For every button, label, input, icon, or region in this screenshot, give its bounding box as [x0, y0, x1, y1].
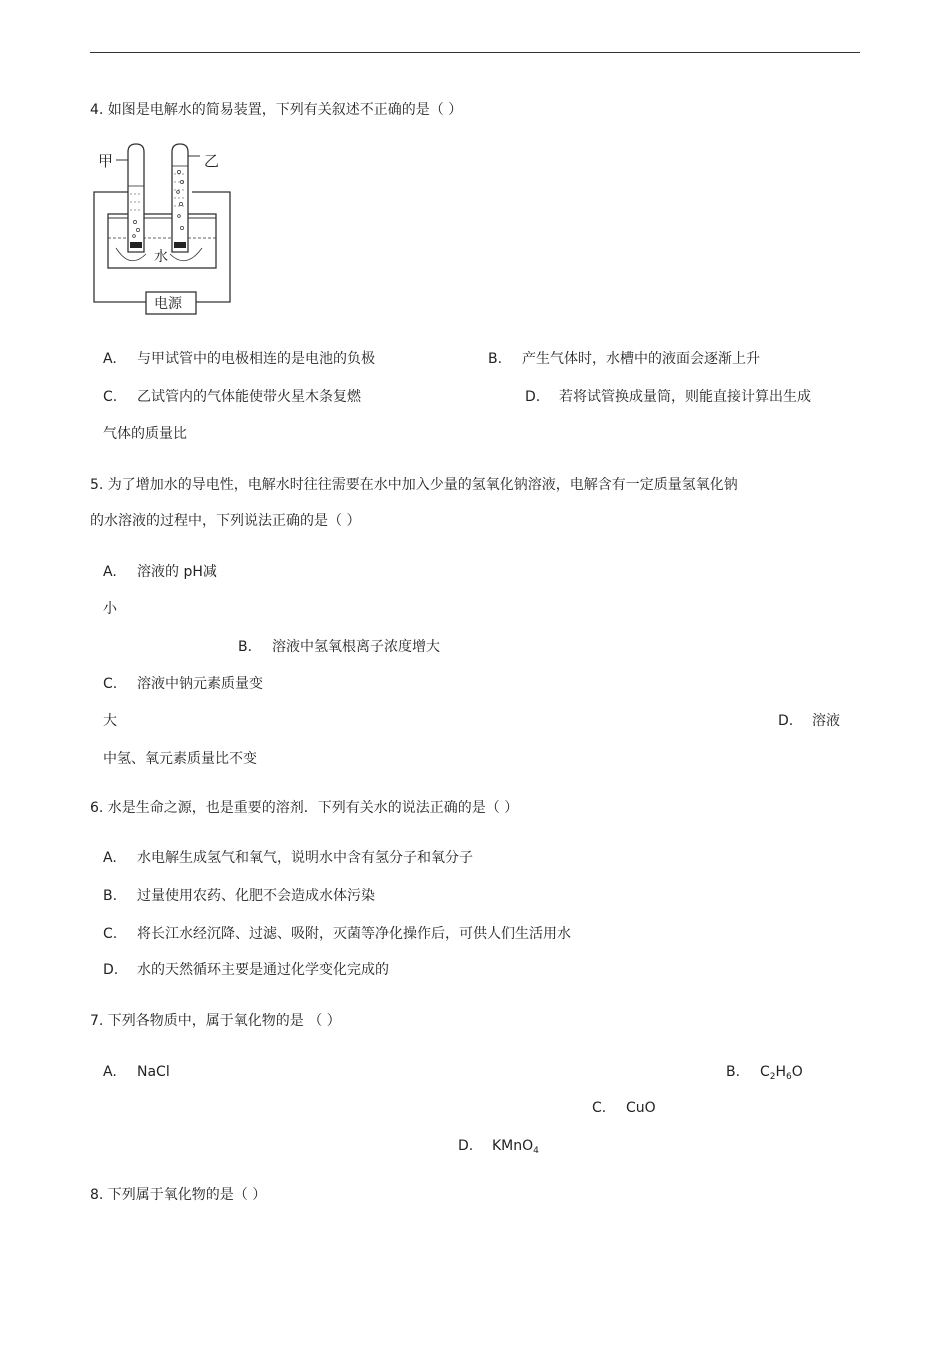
- question-6-stem: 6. 水是生命之源，也是重要的溶剂．下列有关水的说法正确的是（ ）: [90, 800, 519, 816]
- q5-option-d-continuation: 中氢、氧元素质量比不变: [103, 751, 257, 767]
- q6-option-a-label: A.: [103, 850, 117, 866]
- question-5-stem-line1: 5. 为了增加水的导电性，电解水时往往需要在水中加入少量的氢氧化钠溶液，电解含有一定质量氢氧化钠: [90, 477, 738, 493]
- q5-option-a-text: 溶液的 pH减: [137, 564, 217, 580]
- header-rule: [90, 52, 860, 53]
- q5-option-a-continuation: 小: [103, 601, 117, 617]
- q7-option-b-formula: $C_2H_6O$: [760, 1064, 803, 1082]
- q4-option-c-text: 乙试管内的气体能使带火星木条复燃: [137, 389, 361, 405]
- q6-option-d-label: D.: [103, 962, 119, 978]
- q6-option-d-text: 水的天然循环主要是通过化学变化完成的: [137, 962, 389, 978]
- question-7-stem: 7. 下列各物质中，属于氧化物的是 （ ）: [90, 1013, 341, 1029]
- q6-option-c-label: C.: [103, 926, 118, 942]
- q5-option-d-label: D.: [778, 713, 794, 729]
- q7-option-a-label: A.: [103, 1064, 117, 1080]
- q5-option-b-label: B.: [238, 639, 253, 655]
- q7-option-d-formula: KMnO$_4$: [492, 1138, 539, 1156]
- q6-option-b-text: 过量使用农药、化肥不会造成水体污染: [137, 888, 375, 904]
- q4-option-b-label: B.: [488, 351, 503, 367]
- power-supply-label: 电源: [154, 296, 182, 312]
- q4-option-d-continuation: 气体的质量比: [103, 426, 187, 442]
- q5-option-d-text: 溶液: [812, 713, 840, 729]
- water-label: 水: [154, 249, 168, 265]
- question-4-stem: 4. 如图是电解水的简易装置，下列有关叙述不正确的是（ ）: [90, 102, 463, 118]
- q6-option-b-label: B.: [103, 888, 118, 904]
- q7-option-b-label: B.: [726, 1064, 741, 1080]
- q5-option-a-label: A.: [103, 564, 117, 580]
- q6-option-c-text: 将长江水经沉降、过滤、吸附，灭菌等净化操作后，可供人们生活用水: [137, 926, 571, 942]
- question-5-stem-line2: 的水溶液的过程中，下列说法正确的是（ ）: [90, 513, 361, 529]
- q7-option-a-text: NaCl: [137, 1064, 170, 1080]
- q4-option-b-text: 产生气体时，水槽中的液面会逐渐上升: [522, 351, 760, 367]
- tube-right-label: 乙: [204, 152, 220, 170]
- q5-option-c-label: C.: [103, 676, 118, 692]
- q4-option-c-label: C.: [103, 389, 118, 405]
- q5-option-b-text: 溶液中氢氧根离子浓度增大: [272, 639, 440, 655]
- q4-option-d-label: D.: [525, 389, 541, 405]
- electrolysis-diagram: [90, 142, 240, 320]
- q4-option-d-text: 若将试管换成量筒，则能直接计算出生成: [559, 389, 811, 405]
- question-8-stem: 8. 下列属于氧化物的是（ ）: [90, 1187, 267, 1203]
- q7-option-d-label: D.: [458, 1138, 474, 1154]
- q5-option-c-continuation: 大: [103, 713, 117, 729]
- q5-option-c-text: 溶液中钠元素质量变: [137, 676, 263, 692]
- q6-option-a-text: 水电解生成氢气和氧气，说明水中含有氢分子和氧分子: [137, 850, 473, 866]
- tube-left-label: 甲: [98, 152, 114, 170]
- q7-option-c-text: CuO: [626, 1100, 656, 1116]
- q7-option-c-label: C.: [592, 1100, 607, 1116]
- q4-option-a-label: A.: [103, 351, 117, 367]
- q4-option-a-text: 与甲试管中的电极相连的是电池的负极: [137, 351, 375, 367]
